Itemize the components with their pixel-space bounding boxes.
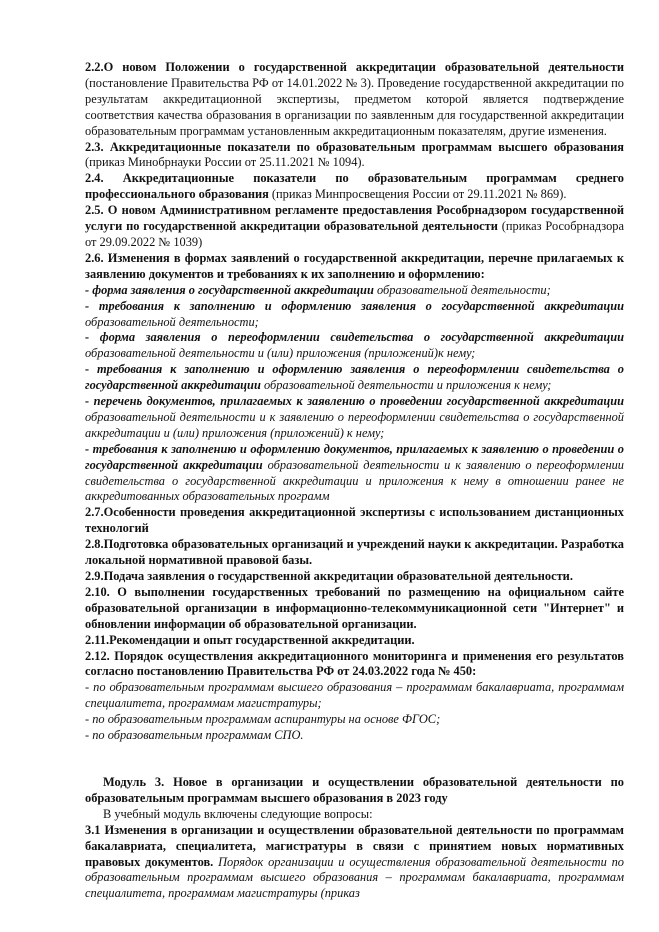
list-item — [85, 299, 624, 331]
heading-2-2: 2.2.О новом Положении о государственной аккредитации образовательной деятельности — [85, 60, 624, 74]
list-item — [85, 394, 624, 442]
list-item-text: образовательной деятельности и к заявлению о переоформлении свидетельства о государственной аккредитации и приложения к нему в отношении ранее не аккредитованных образовательных программ — [85, 457, 624, 504]
heading-2-4: 2.4. Аккредитационные показатели по образовательным программам среднего профессионального образования — [85, 171, 624, 202]
paragraph-2-12: 2.12. Порядок осуществления аккредитационного мониторинга и применения его результатов согласно постановлению Правительства РФ от 24.03.2022 года № 450: — [85, 648, 624, 679]
paragraph-3-1 — [85, 823, 624, 903]
heading-3-1: 3.1 Изменения в организации и осуществлении образовательной деятельности по программам бакалавриата, специалитета, магистратуры в связи с принятием новых нормативных правовых документов. — [85, 822, 624, 869]
paragraph-2-8: 2.8.Подготовка образовательных организаций и учреждений науки к аккредитации. Разработка локальной нормативной правовой базы. — [85, 537, 624, 568]
list-item-bold: - форма заявления о государственной аккредитации — [85, 282, 374, 297]
list-item-bold: - перечень документов, прилагаемых к заявлению о проведении государственной аккредитации — [85, 394, 624, 409]
list-item-text: образовательной деятельности; — [373, 282, 551, 297]
text-3-1: Порядок организации и осуществления образовательной деятельности по образовательным программам высшего образования – программам бакалавриата, программам специалитета, программам магистратуры (приказ — [85, 854, 624, 901]
module-intro: В учебный модуль включены следующие вопросы: — [103, 806, 373, 821]
section-spacer — [85, 744, 624, 775]
list-item-bold: - форма заявления о переоформлении свидетельства о государственной аккредитации — [85, 330, 624, 345]
paragraph-2-5 — [85, 203, 624, 251]
list-item — [85, 362, 624, 394]
text-2-2: (постановление Правительства РФ от 14.01.2022 № 3). Проведение государственной аккредитации по результатам аккредитационной экспертизы, предметом которой является подтверждение соответствия качества образования в организации по заявленным для государственной аккредитации образовательным программам установленным аккредитационным показателям, другие изменения. — [85, 75, 624, 138]
list-item-text: образовательной деятельности; — [85, 314, 259, 329]
paragraph-2-6 — [85, 251, 624, 283]
document-page — [85, 60, 624, 902]
text-2-5: (приказ Рособрнадзора от 29.09.2022 № 1039) — [85, 219, 624, 249]
heading-2-6: 2.6. Изменения в формах заявлений о государственной аккредитации, перечне прилагаемых к заявлению документов и требованиях к их заполнению и оформлению: — [85, 250, 624, 281]
paragraph-2-9: 2.9.Подача заявления о государственной аккредитации образовательной деятельности. — [85, 569, 573, 583]
module-title: Модуль 3. Новое в организации и осуществлении образовательной деятельности по образовательным программам высшего образования в 2023 году — [85, 774, 624, 805]
list-item — [85, 330, 624, 362]
list-item-text: образовательной деятельности и (или) приложения (приложений)к нему; — [85, 346, 476, 361]
text-2-3: (приказ Минобрнауки России от 25.11.2021 № 1094). — [85, 155, 365, 170]
list-item: - по образовательным программам СПО. — [85, 728, 304, 743]
paragraph-2-2 — [85, 60, 624, 140]
list-item-text: образовательной деятельности и к заявлению о переоформлении свидетельства о государственной аккредитации и (или) приложения (приложений) к нему; — [85, 409, 624, 440]
heading-2-5: 2.5. О новом Административном регламенте предоставления Рособрнадзором государственной услуги по государственной аккредитации образовательной деятельности — [85, 203, 624, 234]
list-item — [85, 442, 624, 506]
text-2-4: (приказ Минпросвещения России от 29.11.2021 № 869). — [268, 187, 567, 202]
paragraph-2-11: 2.11.Рекомендации и опыт государственной аккредитации. — [85, 632, 415, 647]
list-item-bold: - требования к заполнению и оформлению заявления о государственной аккредитации — [85, 298, 624, 313]
heading-2-3: 2.3. Аккредитационные показатели по образовательным программам высшего образования — [85, 139, 624, 154]
list-item: - по образовательным программам высшего образования – программам бакалавриата, программам специалитета, программам магистратуры; — [85, 680, 624, 711]
list-item-text: образовательной деятельности и приложения к нему; — [260, 378, 552, 393]
list-item: - по образовательным программам аспирантуры на основе ФГОС; — [85, 712, 441, 727]
paragraph-2-10: 2.10. О выполнении государственных требований по размещению на официальном сайте образовательной организации в информационно-телекоммуникационной сети "Интернет" и обновлении информации об образовательной организации. — [85, 584, 624, 631]
paragraph-2-4 — [85, 171, 624, 203]
list-item-bold: - требования к заполнению и оформлению документов, прилагаемых к заявлению о проведении о государственной аккредитации — [85, 441, 624, 472]
paragraph-2-3 — [85, 140, 624, 172]
list-item — [85, 283, 624, 299]
list-item-bold: - требования к заполнению и оформлению заявления о переоформлении свидетельства о государственной аккредитации — [85, 362, 624, 393]
paragraph-2-7: 2.7.Особенности проведения аккредитационной экспертизы с использованием дистанционных технологий — [85, 505, 624, 536]
